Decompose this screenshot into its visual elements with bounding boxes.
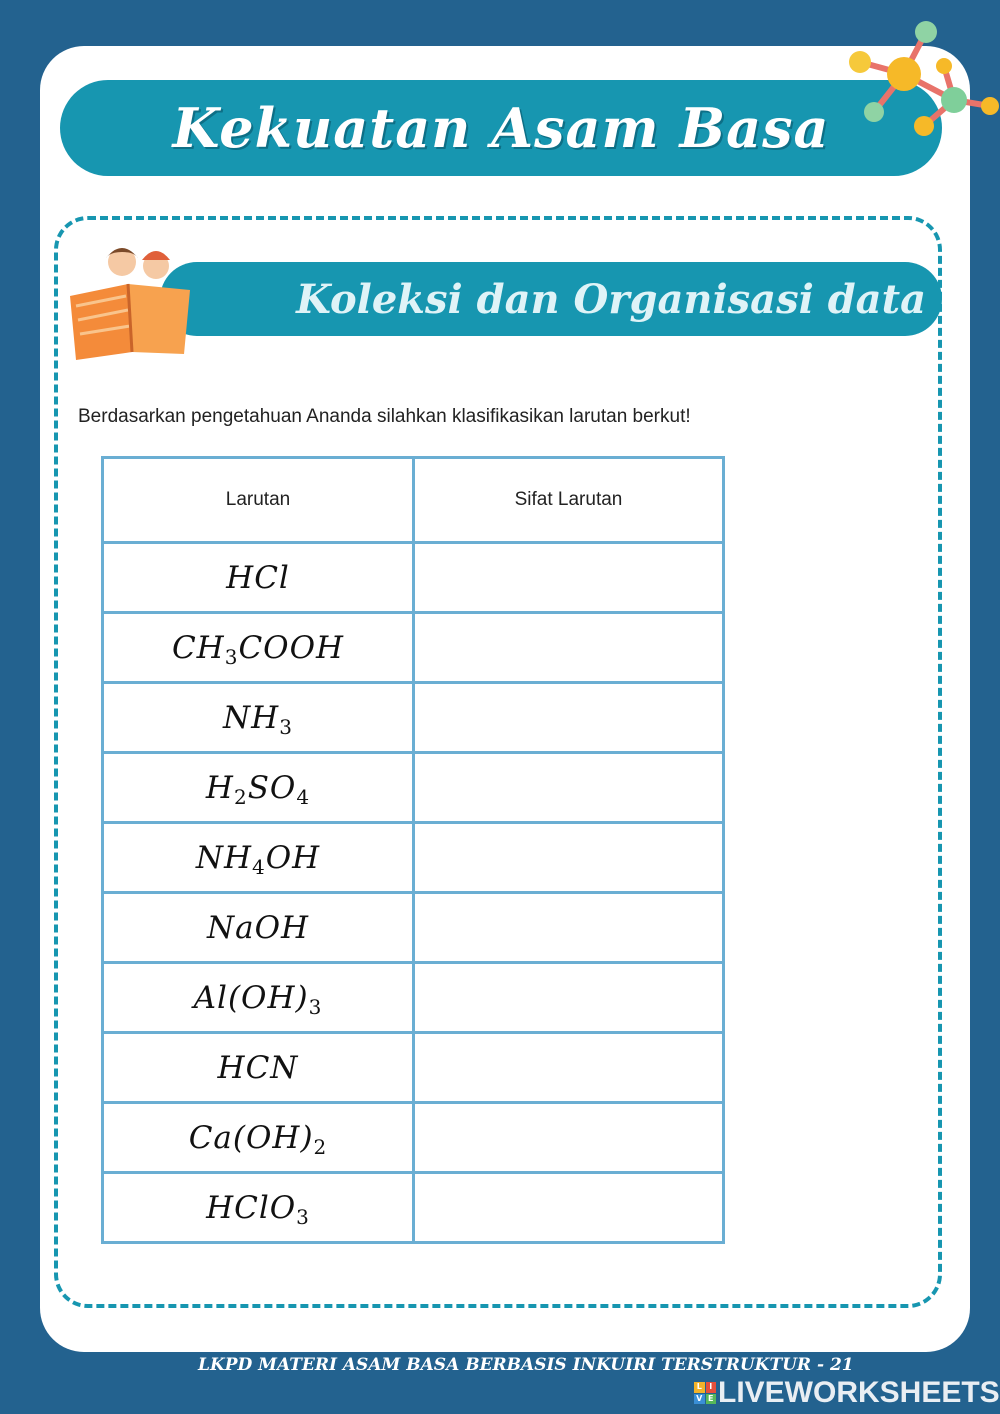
column-header-sifat-larutan: Sifat Larutan <box>414 458 724 543</box>
solution-property-answer-field[interactable] <box>414 893 724 963</box>
solution-formula-cell <box>103 893 414 963</box>
chemical-formula: $CH_3COOH$ <box>171 629 345 669</box>
table-row <box>103 613 724 683</box>
solution-property-answer-field[interactable] <box>414 1103 724 1173</box>
chemical-formula: $NH_3$ <box>223 699 293 739</box>
solution-formula-cell <box>103 1103 414 1173</box>
chemical-formula: HCl <box>226 559 290 596</box>
chemical-formula: $Ca(OH)_2$ <box>188 1119 328 1159</box>
solution-formula-cell <box>103 543 414 613</box>
solution-formula-cell <box>103 753 414 823</box>
chemical-formula: $Al(OH)_3$ <box>193 979 323 1019</box>
solution-formula-cell <box>103 683 414 753</box>
chemical-formula: HCN <box>217 1049 299 1086</box>
table-row <box>103 1103 724 1173</box>
table-row <box>103 1173 724 1243</box>
liveworksheets-logo-icon: L I V E <box>694 1382 716 1404</box>
solution-formula-cell <box>103 963 414 1033</box>
table-row <box>103 893 724 963</box>
section-title: Koleksi dan Organisasi data <box>296 275 926 323</box>
watermark-text: LIVEWORKSHEETS <box>718 1376 1000 1409</box>
molecule-icon <box>838 18 1000 142</box>
chemical-formula: HClO$_3$ <box>206 1189 310 1229</box>
solution-formula-cell <box>103 1173 414 1243</box>
table-row <box>103 963 724 1033</box>
solution-property-answer-field[interactable] <box>414 823 724 893</box>
table-header-row <box>103 458 724 543</box>
column-header-larutan: Larutan <box>103 458 414 543</box>
table-row <box>103 753 724 823</box>
solution-property-answer-field[interactable] <box>414 1173 724 1243</box>
page-title: Kekuatan Asam Basa <box>172 96 830 160</box>
chemical-formula: $H_2SO_4$ <box>205 769 311 809</box>
chemical-formula: $NH_4OH$ <box>195 839 321 879</box>
solution-formula-cell <box>103 823 414 893</box>
table-row <box>103 683 724 753</box>
solution-property-answer-field[interactable] <box>414 683 724 753</box>
solution-formula-cell <box>103 1033 414 1103</box>
table-row <box>103 543 724 613</box>
chemical-formula: NaOH <box>206 909 310 946</box>
solution-property-answer-field[interactable] <box>414 613 724 683</box>
solution-property-answer-field[interactable] <box>414 753 724 823</box>
section-banner <box>160 262 942 336</box>
liveworksheets-watermark <box>694 1376 1000 1410</box>
table-row <box>103 1033 724 1103</box>
table-row <box>103 823 724 893</box>
instruction-text: Berdasarkan pengetahuan Ananda silahkan klasifikasikan larutan berkut! <box>78 406 691 427</box>
solution-property-answer-field[interactable] <box>414 543 724 613</box>
title-banner <box>60 80 942 176</box>
classification-table <box>101 456 725 1244</box>
solution-property-answer-field[interactable] <box>414 1033 724 1103</box>
solution-property-answer-field[interactable] <box>414 963 724 1033</box>
footer-text: LKPD MATERI ASAM BASA BERBASIS INKUIRI TERSTRUKTUR - 21 <box>198 1355 854 1375</box>
kids-reading-book-icon <box>62 236 198 362</box>
solution-formula-cell <box>103 613 414 683</box>
